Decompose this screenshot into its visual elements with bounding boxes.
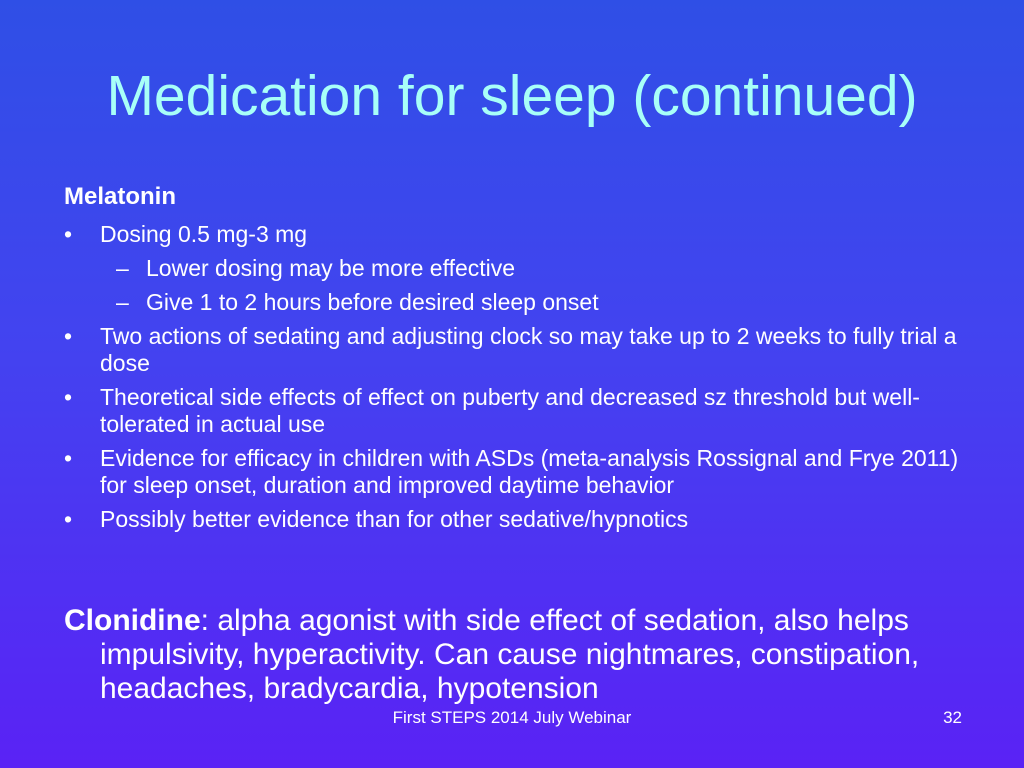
page-number: 32 [943, 708, 962, 727]
bullet-marker: • [64, 323, 73, 349]
bullet-marker: • [64, 384, 73, 410]
bullet-item [64, 445, 964, 499]
bullet-item [64, 323, 964, 377]
bullet-marker: • [64, 221, 73, 247]
bullet-item [64, 506, 964, 533]
sub-bullet-marker: – [116, 255, 129, 281]
slide-content [64, 180, 964, 533]
clonidine-description: : alpha agonist with side effect of sedation, also helps impulsivity, hyperactivity. Can cause nightmares, constipation, headaches, bradycardia, hypotension [100, 604, 920, 705]
sub-bullet-list [100, 255, 964, 316]
bullet-item [64, 221, 964, 316]
clonidine-name: Clonidine [64, 604, 201, 637]
bullet-marker: • [64, 506, 73, 532]
sub-bullet-text: Lower dosing may be more effective [146, 255, 516, 281]
bullet-text: Evidence for efficacy in children with ASDs (meta-analysis Rossignal and Frye 2011) for sleep onset, duration and improved daytime behavior [100, 445, 959, 498]
bullet-text: Dosing 0.5 mg-3 mg [100, 221, 308, 247]
sub-bullet-text: Give 1 to 2 hours before desired sleep onset [146, 289, 599, 315]
slide-title: Medication for sleep (continued) [106, 64, 918, 128]
footer-text: First STEPS 2014 July Webinar [392, 708, 632, 727]
bullet-text: Possibly better evidence than for other sedative/hypnotics [100, 506, 689, 532]
bullet-text: Two actions of sedating and adjusting clock so may take up to 2 weeks to fully trial a dose [100, 323, 957, 376]
melatonin-heading: Melatonin [64, 183, 176, 210]
sub-bullet-marker: – [116, 289, 129, 315]
bullet-text: Theoretical side effects of effect on puberty and decreased sz threshold but well-tolerated in actual use [100, 384, 920, 437]
clonidine-paragraph [64, 604, 1000, 706]
sub-bullet-item [100, 289, 964, 316]
sub-bullet-item [100, 255, 964, 282]
bullet-item [64, 384, 964, 438]
bullet-marker: • [64, 445, 73, 471]
melatonin-bullet-list [64, 221, 964, 533]
